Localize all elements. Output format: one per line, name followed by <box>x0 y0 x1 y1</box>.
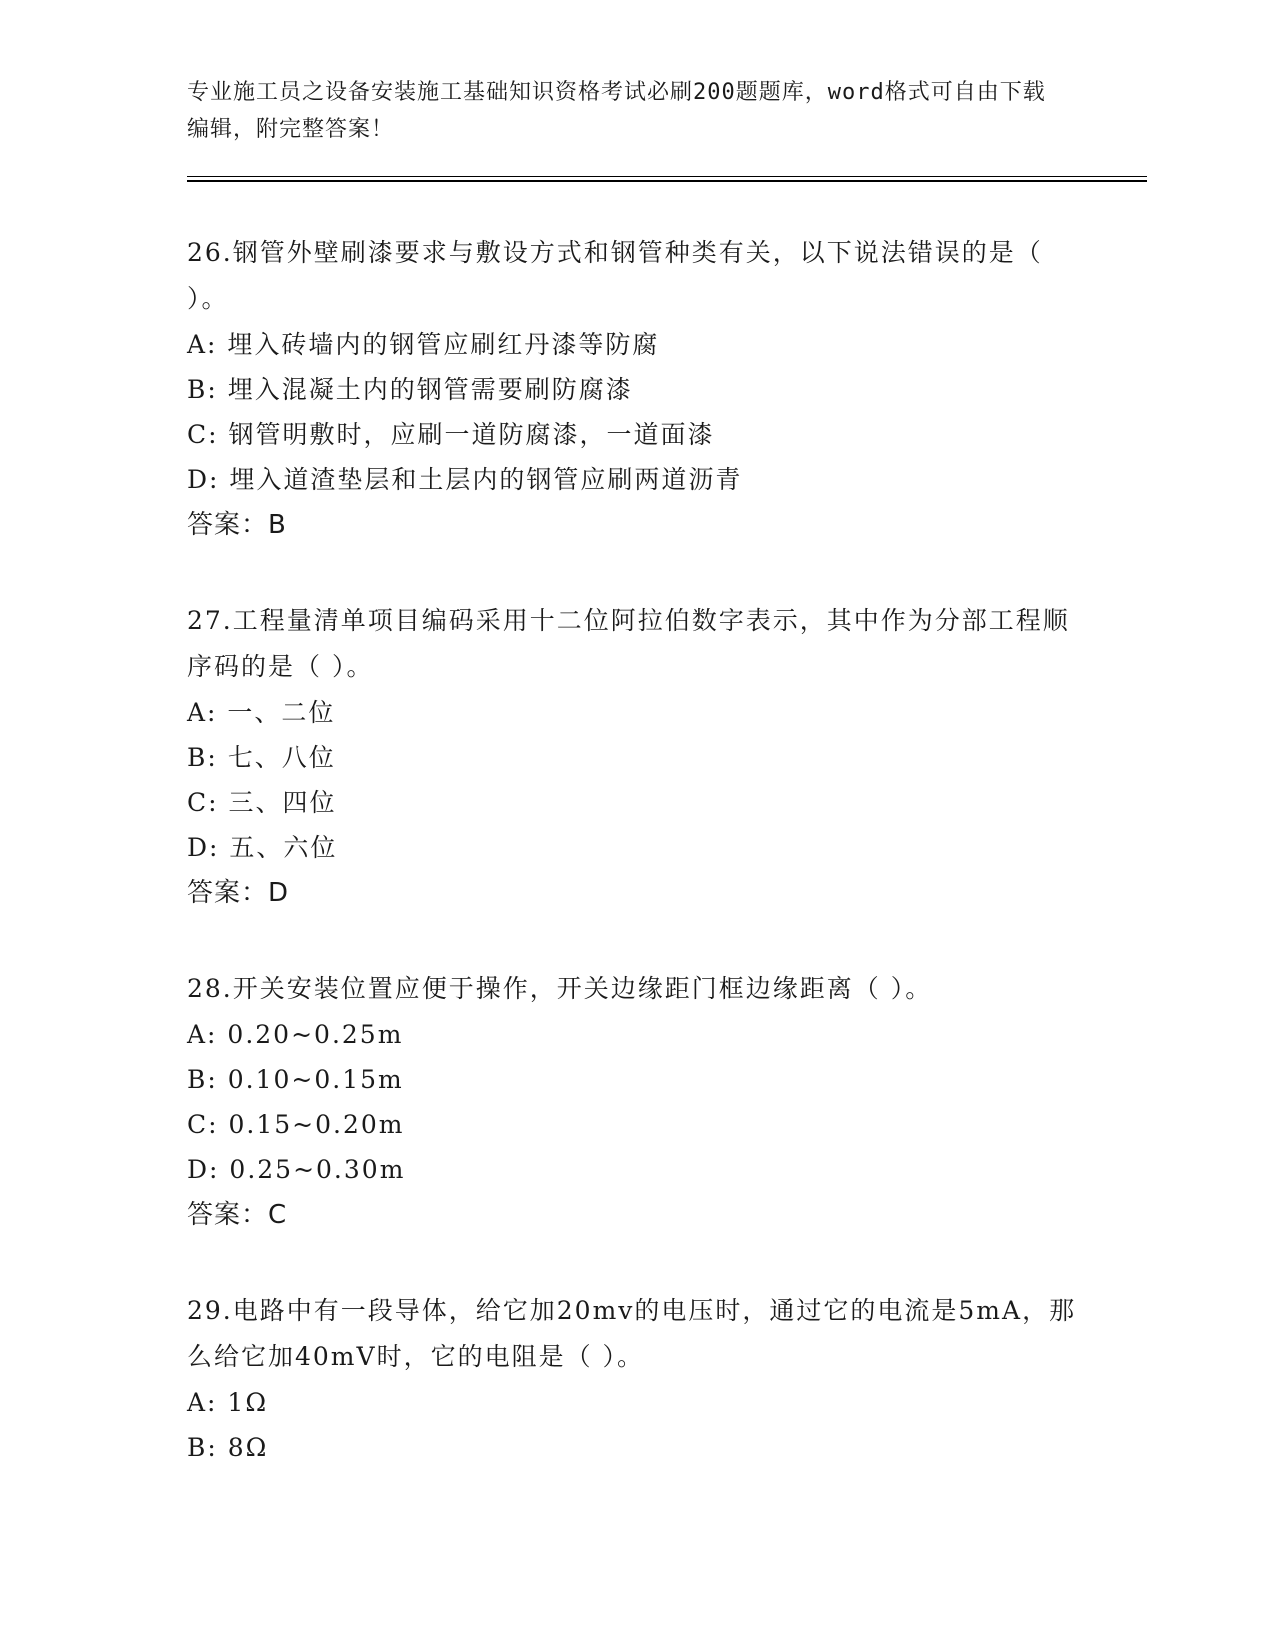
question-26 <box>187 230 1087 548</box>
question-stem: 26.钢管外壁刷漆要求与敷设方式和钢管种类有关，以下说法错误的是（ ）。 <box>187 238 1043 313</box>
option-a: A: 1Ω <box>187 1388 269 1417</box>
question-27 <box>187 598 1087 916</box>
option-c: C: 三、四位 <box>187 788 337 817</box>
question-28 <box>187 966 1087 1238</box>
question-stem: 29.电路中有一段导体，给它加20mv的电压时，通过它的电流是5mA，那么给它加40mV时，它的电阻是（ ）。 <box>187 1296 1077 1371</box>
option-a: A: 埋入砖墙内的钢管应刷红丹漆等防腐 <box>187 330 660 359</box>
question-29 <box>187 1288 1087 1470</box>
question-stem: 28.开关安装位置应便于操作，开关边缘距门框边缘距离（ ）。 <box>187 974 933 1003</box>
answer-line: 答案：D <box>187 878 290 908</box>
answer-line: 答案：C <box>187 1200 288 1230</box>
option-d: D: 五、六位 <box>187 833 338 862</box>
question-stem: 27.工程量清单项目编码采用十二位阿拉伯数字表示，其中作为分部工程顺序码的是（ ）。 <box>187 606 1070 681</box>
option-c: C: 钢管明敷时，应刷一道防腐漆，一道面漆 <box>187 420 715 449</box>
option-a: A: 0.20~0.25m <box>187 1020 404 1049</box>
question-list <box>187 230 1087 1520</box>
document-header: 专业施工员之设备安装施工基础知识资格考试必刷200题题库，word格式可自由下载编辑，附完整答案！ <box>187 80 1046 142</box>
option-b: B: 0.10~0.15m <box>187 1065 404 1094</box>
header-divider-thick <box>187 180 1147 182</box>
option-b: B: 埋入混凝土内的钢管需要刷防腐漆 <box>187 375 633 404</box>
answer-line: 答案：B <box>187 510 287 540</box>
option-b: B: 七、八位 <box>187 743 336 772</box>
option-b: B: 8Ω <box>187 1433 269 1462</box>
option-d: D: 0.25~0.30m <box>187 1155 406 1184</box>
header-divider-thin <box>187 176 1147 177</box>
option-a: A: 一、二位 <box>187 698 336 727</box>
option-d: D: 埋入道渣垫层和土层内的钢管应刷两道沥青 <box>187 465 743 494</box>
option-c: C: 0.15~0.20m <box>187 1110 405 1139</box>
